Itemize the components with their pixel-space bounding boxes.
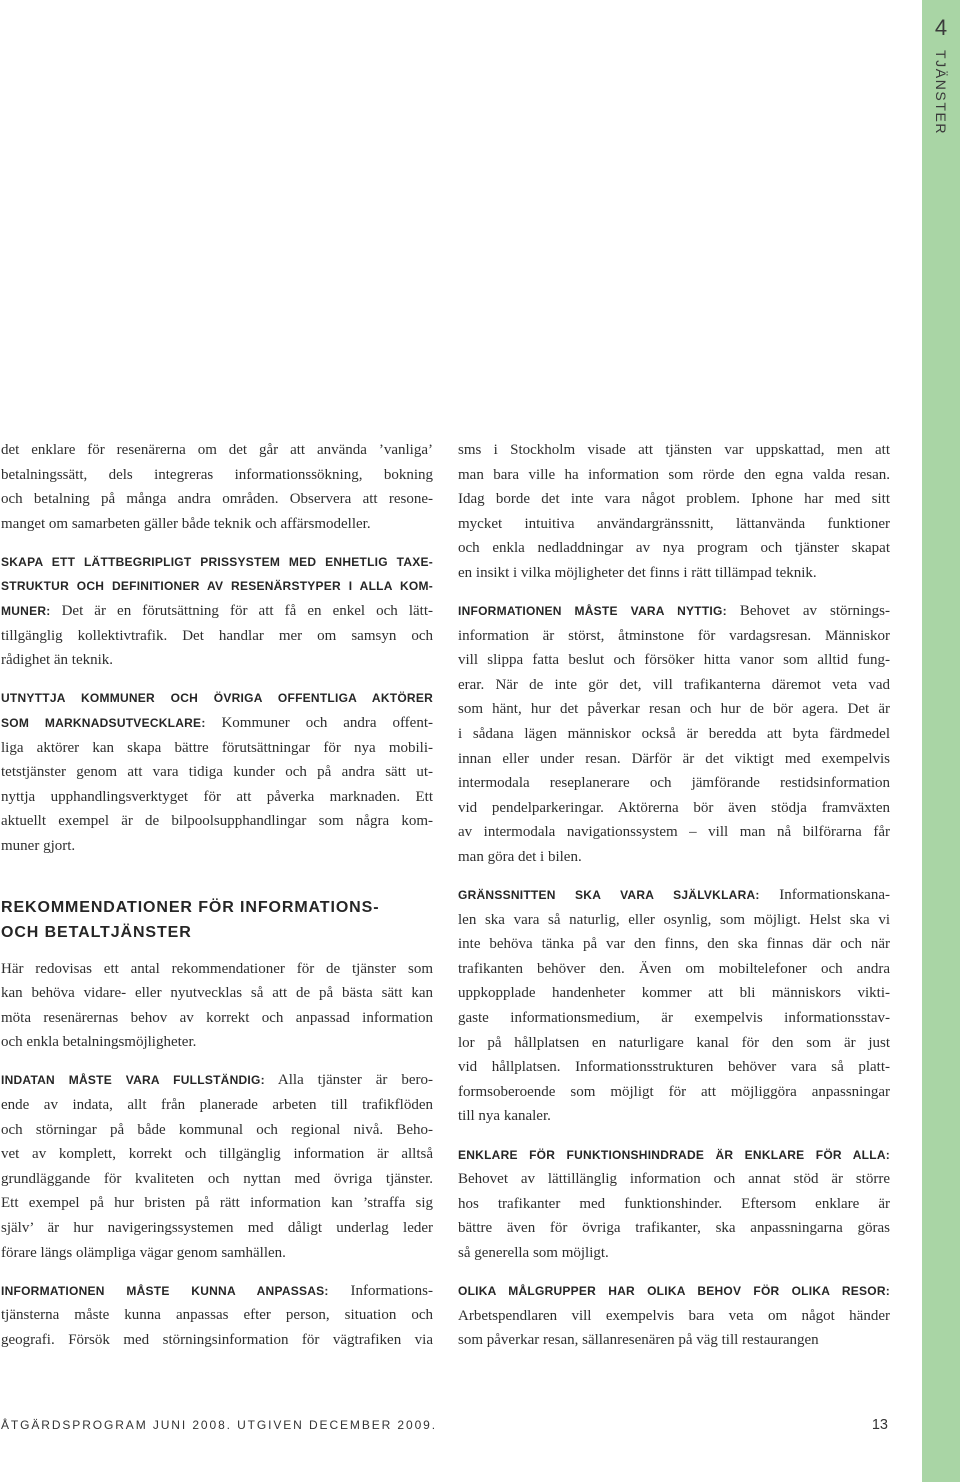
paragraph [458, 1143, 890, 1266]
text-line [1, 760, 433, 785]
body-text: tetstjänster genom att vara tidiga kunder och på andra sätt ut- [1, 764, 433, 781]
body-text: Informations- [350, 1282, 433, 1299]
text-line [458, 981, 890, 1006]
body-text: uppkopplade handenheter kommer att bli människors vikti- [458, 985, 890, 1002]
text-line [1, 463, 433, 488]
body-text: intermodala reseplanerare och jämförande restidsinformation [458, 775, 890, 792]
text-line [1, 648, 433, 673]
paragraph [1, 438, 433, 536]
text-line [458, 463, 890, 488]
text-line [458, 1006, 890, 1031]
text-line [458, 599, 890, 624]
body-text: tjänsterna måste kunna anpassas efter person, situation och [1, 1307, 433, 1324]
text-line [1, 686, 433, 711]
body-text: vid pendelparkeringar. Aktörerna bör även stödja framväxten [458, 799, 890, 816]
text-line [458, 536, 890, 561]
body-text: till nya kanaler. [458, 1108, 551, 1125]
paragraph [1, 550, 433, 673]
body-text: liga aktörer kan skapa bättre förutsättningar för nya mobili- [1, 739, 433, 756]
text-line [458, 1167, 890, 1192]
body-text: och enkla betalningsmöjligheter. [1, 1034, 197, 1051]
text-line [458, 1304, 890, 1329]
text-line [1, 711, 433, 736]
text-line [1, 599, 433, 624]
chapter-number: 4 [934, 15, 948, 40]
body-text: i sådana lägen människor också är beredda att byta färdmedel [458, 726, 890, 743]
run-in-heading: ENKLARE FÖR FUNKTIONSHINDRADE ÄR ENKLARE FÖR ALLA: [458, 1147, 890, 1162]
paragraph [1, 1068, 433, 1265]
paragraph [458, 438, 890, 586]
body-text: sms i Stockholm visade att tjänsten var uppskattad, men att [458, 442, 890, 458]
body-text: muner gjort. [1, 837, 76, 854]
paragraph [1, 686, 433, 858]
text-line [458, 883, 890, 908]
text-line [458, 1192, 890, 1217]
text-line [458, 1031, 890, 1056]
run-in-heading: SOM MARKNADSUTVECKLARE: [1, 715, 206, 730]
body-text: trafikanten behöver den. Även om mobiltelefoner och andra [458, 960, 890, 977]
body-text: av intermodala navigationssystem – vill man nå bilförarna får [458, 824, 890, 841]
body-text: som hänt, hur det påverkar resan och hur de bör agera. Det är [458, 701, 890, 718]
body-text: en insikt i vilka möjligheter det finns i rätt tillämpad teknik. [458, 564, 817, 581]
body-text: geografi. Försök med störningsinformation för vägtrafiken via [1, 1331, 433, 1348]
run-in-heading: STRUKTUR OCH DEFINITIONER AV RESENÄRSTYPER I ALLA KOM- [1, 579, 433, 594]
text-line [458, 908, 890, 933]
paragraph [458, 883, 890, 1129]
text-line [1, 785, 433, 810]
body-text: inte behöva tänka på var den finns, den ska finnas där och när [458, 936, 890, 953]
body-text: man bara ville ha information som rörde den egna valda resan. [458, 466, 890, 483]
body-text: Behovet av lättillänglig information och annat stöd är större [458, 1171, 890, 1188]
text-line [458, 820, 890, 845]
text-line [458, 624, 890, 649]
text-line [458, 438, 890, 463]
body-text: och betalning på många andra områden. Observera att resone- [1, 491, 433, 508]
run-in-heading: UTNYTTJA KOMMUNER OCH ÖVRIGA OFFENTLIGA AKTÖRER [1, 691, 433, 706]
body-text: Kommuner och andra offent- [221, 714, 433, 731]
text-line [1, 834, 433, 859]
body-text: man göra det i bilen. [458, 849, 582, 865]
text-line [1, 1068, 433, 1093]
text-line [458, 1241, 890, 1266]
body-text: lor på hållplatsen en naturligare kanal för den som är just [458, 1034, 890, 1051]
text-line [1, 1241, 433, 1266]
text-line [1, 1118, 433, 1143]
run-in-heading: INFORMATIONEN MÅSTE VARA NYTTIG: [458, 604, 727, 619]
body-text: vid hållplatsen. Informationsstrukturen behöver vara så platt- [458, 1059, 890, 1076]
text-line [1, 736, 433, 761]
body-text: erar. När de inte gör det, vill trafikanterna däremot veta vad [458, 676, 890, 693]
run-in-heading: SKAPA ETT LÄTTBEGRIPLIGT PRISSYSTEM MED ENHETLIG TAXE- [1, 554, 433, 569]
body-text: Idag borde det inte vara något problem. Iphone har med sitt [458, 491, 890, 508]
text-line [1, 1279, 433, 1304]
body-text: rådighet än teknik. [1, 652, 114, 669]
page-number: 13 [871, 1417, 888, 1433]
footer-publication: ÅTGÄRDSPROGRAM JUNI 2008. UTGIVEN DECEMBER 2009. [1, 1418, 437, 1432]
body-text: kan behöva vidare- eller nyutvecklas så att de på bästa sätt kan [1, 985, 433, 1002]
text-line [458, 1143, 890, 1168]
body-text: betalningssätt, dels integreras informationssökning, bokning [1, 466, 433, 483]
text-line [1, 512, 433, 537]
text-line [1, 624, 433, 649]
body-text: grundläggande för kvaliteten och nyttan med övriga tjänster. [1, 1170, 433, 1187]
text-line [458, 648, 890, 673]
text-line [1, 1142, 433, 1167]
text-line [458, 1055, 890, 1080]
heading-line: REKOMMENDATIONER FÖR INFORMATIONS- [1, 898, 380, 916]
run-in-heading: OLIKA MÅLGRUPPER HAR OLIKA BEHOV FÖR OLIKA RESOR: [458, 1284, 890, 1298]
body-text: nyttja upphandlingsverktyget för att påverka marknaden. Ett [1, 788, 433, 805]
paragraph [458, 599, 890, 870]
text-line [1, 438, 433, 463]
run-in-heading: GRÄNSSNITTEN SKA VARA SJÄLVKLARA: [458, 888, 760, 903]
text-line [458, 957, 890, 982]
text-line [458, 1279, 890, 1304]
text-line [458, 673, 890, 698]
paragraph [1, 1279, 433, 1353]
body-text: som påverkar resan, sällanresenären på väg till restaurangen [458, 1332, 819, 1349]
paragraph [1, 957, 433, 1055]
heading-line: OCH BETALTJÄNSTER [1, 923, 192, 941]
text-line [458, 561, 890, 586]
run-in-heading: MUNER: [1, 604, 51, 619]
body-text: formsoberoende som möjligt för att möjliggöra anpassningar [458, 1083, 890, 1100]
body-text: själv’ är hur navigeringssystemen med dåligt underlag leder [1, 1219, 433, 1236]
text-line [458, 845, 890, 870]
chapter-tab [922, 0, 960, 1482]
section-heading [1, 895, 433, 945]
left-column [1, 438, 433, 1352]
text-line [1, 1167, 433, 1192]
body-text: ende av indata, allt från planerade arbeten till trafikflöden [1, 1096, 433, 1113]
text-line [458, 1104, 890, 1129]
text-line [458, 1216, 890, 1241]
text-line [1, 1328, 433, 1353]
body-text: Ett exempel på hur bristen på rätt information kan ’straffa sig [1, 1195, 433, 1212]
body-text: manget om samarbeten gäller både teknik och affärsmodeller. [1, 515, 371, 532]
text-line [1, 574, 433, 599]
text-line [458, 512, 890, 537]
paragraph [458, 1279, 890, 1353]
text-line [458, 1328, 890, 1353]
text-line [1, 550, 433, 575]
body-text: mycket intuitiva användargränssnitt, lättanvända funktioner [458, 515, 890, 532]
text-line [1, 487, 433, 512]
body-text: bättre även för övriga trafikanter, ska anpassningarna göras [458, 1220, 890, 1237]
text-line [1, 1216, 433, 1241]
body-text: och störningar på både kommunal och regional nivå. Beho- [1, 1121, 433, 1138]
text-line [458, 771, 890, 796]
body-text: vill slippa fatta beslut och försöker hitta vanor som alltid fung- [458, 652, 890, 669]
text-line [458, 697, 890, 722]
body-text: möta resenärernas behov av korrekt och anpassad information [1, 1009, 433, 1026]
text-line [458, 722, 890, 747]
text-line [1, 981, 433, 1006]
run-in-heading: INDATAN MÅSTE VARA FULLSTÄNDIG: [1, 1073, 265, 1088]
text-line [1, 1191, 433, 1216]
chapter-title: TJÄNSTER [933, 50, 949, 136]
text-line [1, 1006, 433, 1031]
body-text: gaste informationsmedium, är exempelvis informationsstav- [458, 1010, 890, 1027]
body-text: Informationskana- [779, 887, 890, 904]
body-text: förare längs olämpliga vägar genom samhällen. [1, 1244, 286, 1261]
text-line [1, 1093, 433, 1118]
body-text: aktuellt exempel är de bilpoolsupphandlingar som några kom- [1, 813, 433, 830]
body-text: Här redovisas ett antal rekommendationer för de tjänster som [1, 960, 433, 977]
body-text: och enkla nedladdningar av nya program och tjänster skapat [458, 540, 890, 557]
body-text: Alla tjänster är bero- [277, 1072, 433, 1089]
run-in-heading: INFORMATIONEN MÅSTE KUNNA ANPASSAS: [1, 1283, 329, 1298]
text-line [1, 1303, 433, 1328]
right-column [458, 438, 890, 1353]
body-text: det enklare för resenärerna om det går att använda ’vanliga’ [1, 442, 433, 458]
text-line [458, 747, 890, 772]
text-line [458, 1080, 890, 1105]
body-text: så generella som möjligt. [458, 1244, 609, 1261]
body-text: innan eller under resan. Därför är det viktigt med exempelvis [458, 750, 890, 767]
body-text: information är störst, åtminstone för vardagsresan. Människor [458, 627, 890, 644]
body-text: vet av komplett, korrekt och tillgänglig information är alltså [1, 1146, 433, 1163]
text-line [1, 957, 433, 982]
text-line [1, 1030, 433, 1055]
body-text: Arbetspendlaren vill exempelvis bara veta om något händer [458, 1307, 890, 1324]
body-text: tillgänglig kollektivtrafik. Det handlar mer om samsyn och [1, 627, 433, 644]
text-line [458, 932, 890, 957]
text-line [1, 809, 433, 834]
body-text: hos trafikanter med funktionshinder. Eftersom enklare är [458, 1195, 890, 1212]
body-text: Behovet av störnings- [739, 603, 890, 620]
text-line [458, 796, 890, 821]
body-text: len ska vara så naturlig, eller osynlig, som möjligt. Helst ska vi [458, 911, 890, 928]
text-line [458, 487, 890, 512]
body-text: Det är en förutsättning för att få en enkel och lätt- [61, 603, 434, 620]
